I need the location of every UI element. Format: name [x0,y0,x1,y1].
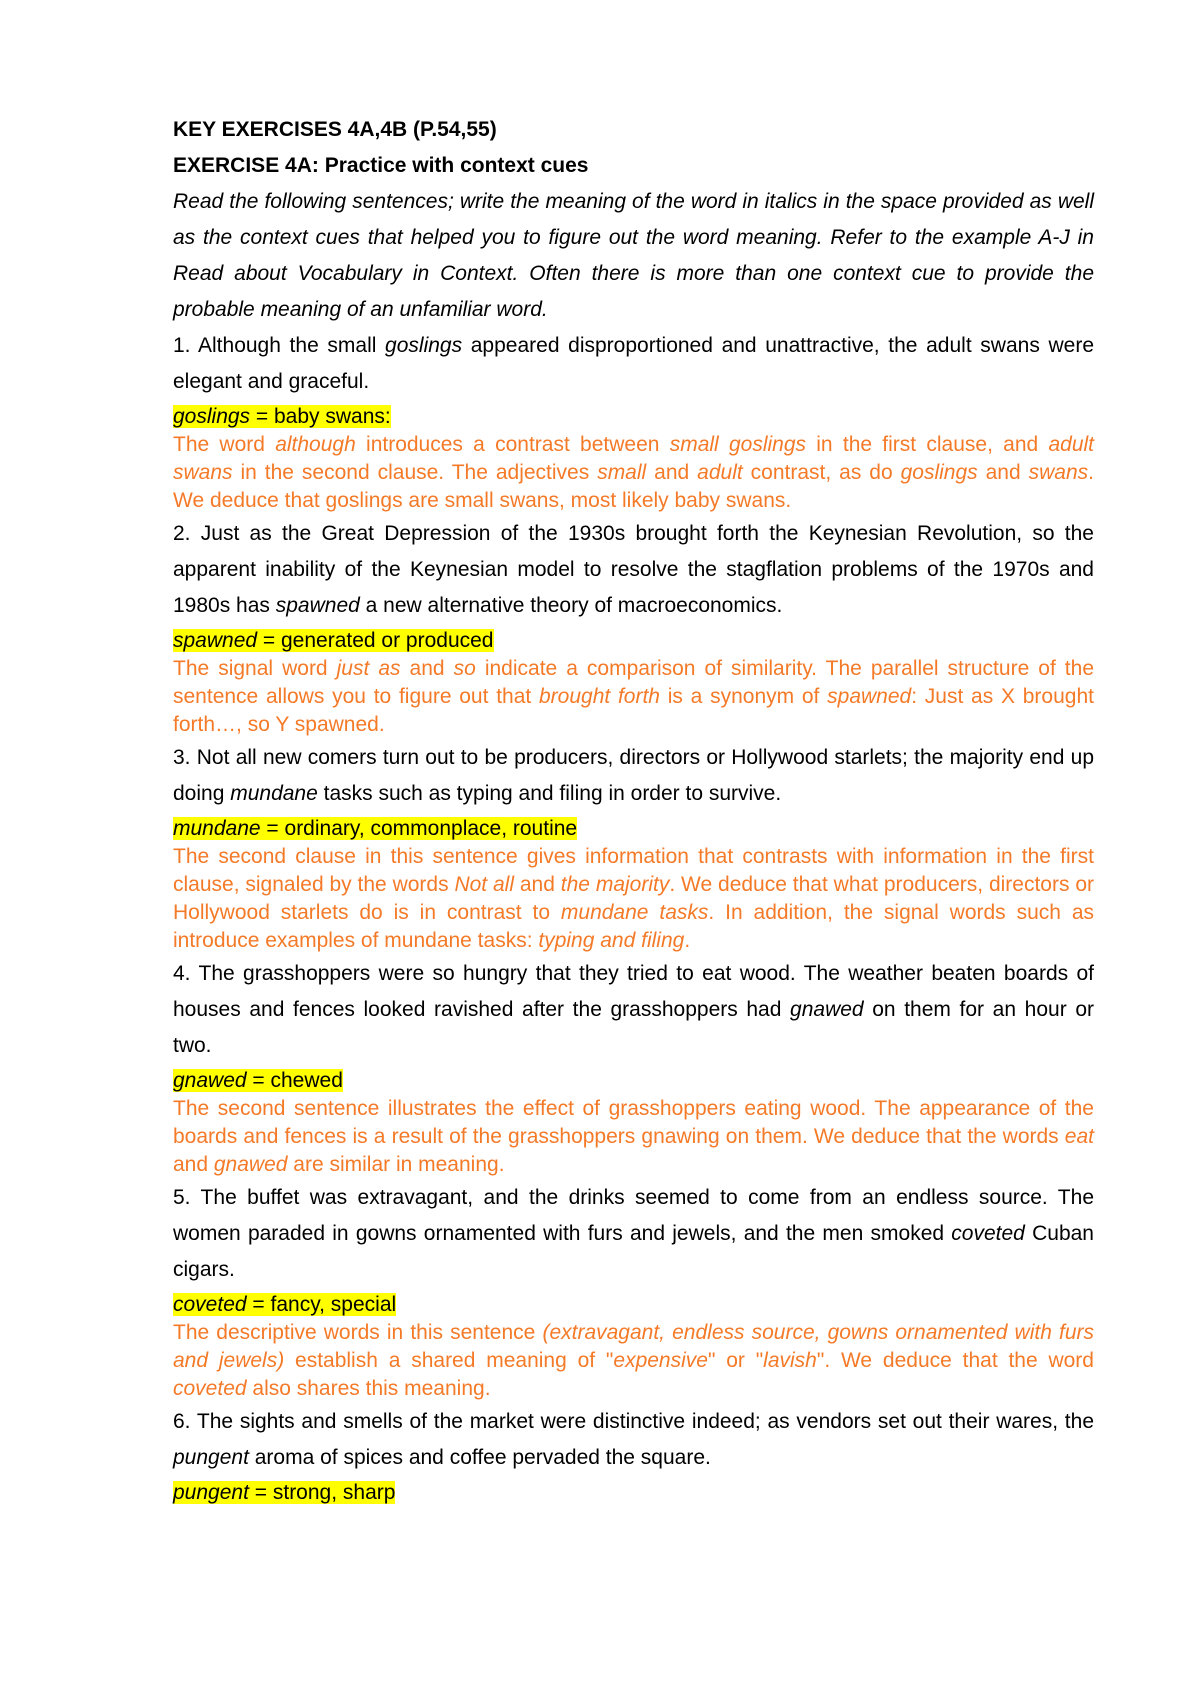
exercise-instructions: Read the following sentences; write the meaning of the word in italics in the space provided as well as the context cues that helped you to figure out the word meaning. Refer to the example A-J in Read about Vocabulary in Context. Often there is more than one context cue to provide the probable meaning of an unfamiliar word. [173,190,1094,321]
italic-term: pungent [173,1446,249,1469]
italic-term: mundane [173,817,261,840]
question-6 [173,1404,1094,1476]
text-run: = strong, sharp [248,1481,396,1504]
explanation-3 [173,843,1094,955]
italic-term: small [597,461,647,484]
italic-term: goslings [173,405,251,428]
italic-term: adult [697,461,743,484]
document-body [173,112,1094,1507]
italic-term: so [453,657,476,680]
italic-term: spawned [173,629,258,652]
text-run: The second clause in this sentence gives information that contrasts with information in the first clause, signaled by the words [173,845,1094,896]
text-run: = generated or produced [257,629,494,652]
italic-term: coveted [173,1377,247,1400]
italic-term: spawned [827,685,912,708]
italic-term: swans [1028,461,1089,484]
text-run: a new alternative theory of macroeconomics. [359,594,783,617]
text-run: tasks such as typing and filing in order to survive. [317,782,782,805]
text-run: 5. The buffet was extravagant, and the drinks seemed to come from an endless source. The women paraded in gowns ornamented with furs and jewels, and the men smoked [173,1186,1094,1245]
question-4 [173,956,1094,1064]
answer-5 [173,1290,1094,1319]
italic-term: adult swans [173,433,1095,484]
explanation-4 [173,1095,1094,1179]
answer-highlight [173,1069,343,1092]
text-run: ". We deduce that the word [816,1349,1094,1372]
explanation-2 [173,655,1094,739]
text-run: are similar in meaning. [287,1153,505,1176]
text-run: in the second clause. The adjectives [232,461,598,484]
exercise-title: EXERCISE 4A: Practice with context cues [173,154,589,177]
italic-term: coveted [951,1222,1025,1245]
italic-term: expensive [613,1349,708,1372]
text-run: introduces a contrast between [355,433,670,456]
text-run: indicate a comparison of similarity. The parallel structure of the sentence allows you to figure out that [173,657,1094,708]
italic-term: goslings [900,461,978,484]
text-run: The descriptive words in this sentence [173,1321,543,1344]
italic-term: brought forth [538,685,660,708]
italic-term: lavish [763,1349,817,1372]
italic-term: mundane tasks [560,901,709,924]
text-run: 1. Although the small [173,334,386,357]
italic-term: small goslings [669,433,807,456]
text-run: and [514,873,561,896]
text-run: = chewed [246,1069,343,1092]
text-run: " or " [707,1349,764,1372]
italic-term: just as [336,657,401,680]
italic-term: eat [1064,1125,1094,1148]
text-run: . We deduce that goslings are small swans, most likely baby swans. [173,461,1094,512]
explanation-1 [173,431,1094,515]
italic-term: although [275,433,356,456]
question-5 [173,1180,1094,1288]
answer-highlight [173,1293,396,1316]
text-run: appeared disproportioned and unattractive, the adult swans were elegant and graceful. [173,334,1094,393]
question-3 [173,740,1094,812]
text-run: = baby swans: [250,405,391,428]
italic-term: pungent [173,1481,249,1504]
text-run: The word [173,433,276,456]
italic-term: the majority [560,873,670,896]
document-title: KEY EXERCISES 4A,4B (P.54,55) [173,118,497,141]
italic-term: gnawed [213,1153,288,1176]
text-run: The signal word [173,657,337,680]
explanation-5 [173,1319,1094,1403]
text-run: is a synonym of [659,685,828,708]
italic-term: spawned [275,594,360,617]
text-run: and [646,461,698,484]
answer-highlight [173,1481,395,1504]
italic-term: (extravagant, endless source, gowns ornamented with furs and jewels) [173,1321,1095,1372]
answer-1 [173,402,1094,431]
text-run: 4. The grasshoppers were so hungry that they tried to eat wood. The weather beaten boards of houses and fences looked ravished after the grasshoppers had [173,962,1094,1021]
answer-highlight [173,817,577,840]
italic-term: goslings [385,334,463,357]
italic-term: gnawed [173,1069,247,1092]
exercise-items [173,328,1094,1507]
text-run: . We deduce that what producers, directors or Hollywood starlets do is in contrast to [173,873,1094,924]
answer-6 [173,1478,1094,1507]
italic-term: Not all [454,873,515,896]
text-run: in the first clause, and [806,433,1049,456]
text-run: Cuban cigars. [173,1222,1094,1281]
text-run: . [684,929,691,952]
text-run: also shares this meaning. [246,1377,491,1400]
question-2 [173,516,1094,624]
italic-term: gnawed [790,998,864,1021]
answer-highlight [173,629,494,652]
text-run: = ordinary, commonplace, routine [260,817,578,840]
answer-4 [173,1066,1094,1095]
text-run: contrast, as do [742,461,901,484]
answer-3 [173,814,1094,843]
text-run: on them for an hour or two. [173,998,1094,1057]
question-1 [173,328,1094,400]
answer-2 [173,626,1094,655]
italic-term: typing and filing [538,929,685,952]
text-run: The second sentence illustrates the effect of grasshoppers eating wood. The appearance of the boards and fences is a result of the grasshoppers gnawing on them. We deduce that the words [173,1097,1094,1148]
text-run: 6. The sights and smells of the market were distinctive indeed; as vendors set out their wares, the [173,1410,1094,1433]
italic-term: mundane [230,782,318,805]
text-run: and [400,657,454,680]
text-run: = fancy, special [246,1293,397,1316]
text-run: and [173,1153,214,1176]
text-run: 3. Not all new comers turn out to be producers, directors or Hollywood starlets; the majority end up doing [173,746,1094,805]
text-run: establish a shared meaning of " [284,1349,614,1372]
answer-highlight [173,405,391,428]
text-run: 2. Just as the Great Depression of the 1930s brought forth the Keynesian Revolution, so the apparent inability of the Keynesian model to resolve the stagflation problems of the 1970s and 1980s has [173,522,1094,617]
text-run: aroma of spices and coffee pervaded the square. [248,1446,711,1469]
text-run: and [977,461,1029,484]
italic-term: coveted [173,1293,247,1316]
text-run: . In addition, the signal words such as introduce examples of mundane tasks: [173,901,1095,952]
text-run: : Just as X brought forth…, so Y spawned. [173,685,1094,736]
